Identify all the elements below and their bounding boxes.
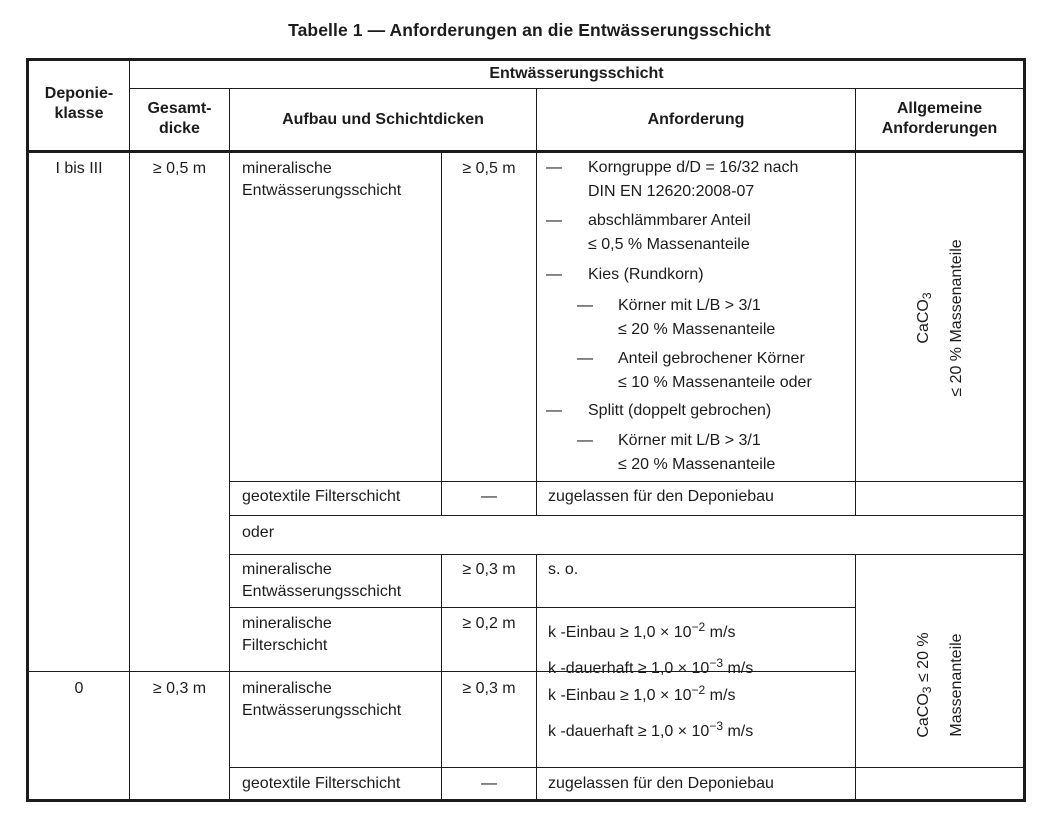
layer-name-line2: Entwässerungsschicht: [242, 583, 402, 600]
row-rule-class0-filter-top: [229, 767, 1026, 768]
header-gesamtdicke-line2: dicke: [159, 120, 200, 137]
header-gesamtdicke: [130, 99, 229, 139]
allgemeine-line1: CaCO$_3$ ≤ 20 %: [915, 632, 934, 738]
filter-dicke-0: —: [481, 775, 497, 792]
header-group-rule: [129, 88, 1026, 89]
allgemeine-anforderung-caco3-2: [909, 575, 969, 795]
klasse-cell-0: 0: [74, 680, 84, 697]
requirement-line: ≤ 20 % Massenanteile: [618, 456, 776, 473]
k-dauerhaft-value: k -dauerhaft ≥ $1,0 \times 10^{-3}$ m/s: [548, 719, 754, 740]
gesamtdicke-cell-0: ≥ 0,3 m: [152, 680, 207, 697]
layer-name-line1: mineralische: [242, 680, 332, 697]
table-border-top: [26, 58, 1026, 61]
col-rule-2: [229, 88, 230, 802]
layer-name-line1: mineralische: [242, 561, 332, 578]
requirement-line: Kies (Rundkorn): [588, 266, 704, 283]
layer-name-line2: Entwässerungsschicht: [242, 702, 402, 719]
layer-anforderung-3: [548, 612, 753, 684]
allgemeine-line1: CaCO$_3$: [915, 292, 934, 344]
layer-name-line1: mineralische: [242, 615, 332, 632]
filter-anforderung-1: zugelassen für den Deponiebau: [548, 488, 774, 505]
header-allgemeine-line2: Anforderungen: [881, 120, 998, 137]
row-rule-filter-top: [229, 481, 1026, 482]
row-rule-layer3-top: [229, 607, 855, 608]
requirement-item-korngruppe: [588, 156, 798, 204]
allgemeine-line2: Massenanteile: [948, 633, 965, 737]
requirement-item-abschlaemmbar: [588, 209, 751, 257]
layer-dicke-0: ≥ 0,3 m: [462, 680, 516, 697]
dash-marker: —: [577, 297, 593, 314]
dash-marker: —: [577, 350, 593, 367]
layer-dicke-2: ≥ 0,3 m: [462, 561, 516, 578]
layer-anforderung-2: s. o.: [548, 561, 579, 578]
layer-dicke-3: ≥ 0,2 m: [462, 615, 516, 632]
dash-marker: —: [546, 212, 562, 229]
row-rule-oder-top: [229, 515, 1026, 516]
header-deponieklasse-line1: Deponie-: [44, 85, 114, 102]
col-rule-4a: [536, 88, 537, 515]
layer-name-line2: Entwässerungsschicht: [242, 182, 402, 199]
layer-anforderung-0: [548, 675, 753, 747]
requirement-line: Korngruppe d/D = 16/32 nach: [588, 159, 799, 176]
layer-name-mineral-entw-1: [242, 158, 401, 202]
requirement-item-splitt: [588, 399, 771, 423]
header-deponieklasse-line2: klasse: [54, 105, 104, 122]
layer-name-mineral-entw-0: [242, 678, 401, 722]
requirement-item-koerner-lb-2: [618, 429, 775, 477]
klasse-cell-1-3: I bis III: [55, 160, 103, 177]
header-bottom-rule: [26, 150, 1026, 153]
requirement-line: Anteil gebrochener Körner: [618, 350, 805, 367]
requirement-line: abschlämmbarer Anteil: [588, 212, 751, 229]
dash-marker: —: [577, 432, 593, 449]
dash-marker: —: [546, 402, 562, 419]
requirement-line: ≤ 20 % Massenanteile: [618, 321, 776, 338]
layer-dicke-1: ≥ 0,5 m: [462, 160, 516, 177]
header-deponieklasse: [29, 84, 129, 124]
header-gesamtdicke-line1: Gesamt-: [147, 100, 212, 117]
requirement-line: Körner mit L/B > 3/1: [618, 432, 761, 449]
filter-name-0: geotextile Filterschicht: [242, 775, 401, 792]
allgemeine-anforderung-caco3-1: [909, 178, 969, 458]
filter-dicke-1: —: [481, 488, 497, 505]
filter-anforderung-0: zugelassen für den Deponiebau: [548, 775, 774, 792]
requirement-item-gebrochene-koerner: [618, 347, 812, 395]
dash-marker: —: [546, 266, 562, 283]
layer-name-mineral-filter: [242, 613, 332, 657]
oder-label: oder: [242, 524, 275, 541]
requirement-line: ≤ 0,5 % Massenanteile: [588, 236, 750, 253]
dash-marker: —: [546, 159, 562, 176]
k-einbau-value: k -Einbau ≥ $1,0 \times 10^{-2}$ m/s: [548, 683, 736, 704]
header-allgemeine-line1: Allgemeine: [896, 100, 983, 117]
gesamtdicke-cell-1-3: ≥ 0,5 m: [152, 160, 207, 177]
col-rule-3a: [441, 150, 442, 515]
requirement-item-kies: [588, 263, 704, 287]
header-anforderung: Anforderung: [647, 111, 745, 128]
col-rule-5b: [855, 554, 856, 802]
col-rule-5a: [855, 88, 856, 515]
requirements-table: [26, 58, 1026, 802]
row-rule-oder-bottom: [229, 554, 1026, 555]
requirement-line: DIN EN 12620:2008-07: [588, 183, 755, 200]
header-aufbau: Aufbau und Schichtdicken: [282, 111, 484, 128]
requirement-line: Körner mit L/B > 3/1: [618, 297, 761, 314]
table-border-bottom: [26, 799, 1026, 802]
k-dauerhaft-value: k -dauerhaft ≥ $1,0 \times 10^{-3}$ m/s: [548, 656, 754, 677]
allgemeine-line2: ≤ 20 % Massenanteile: [948, 239, 965, 397]
filter-name-1: geotextile Filterschicht: [242, 488, 401, 505]
layer-name-line2: Filterschicht: [242, 637, 328, 654]
layer-name-mineral-entw-2: [242, 559, 401, 603]
k-einbau-value: k -Einbau ≥ $1,0 \times 10^{-2}$ m/s: [548, 620, 736, 641]
header-group-entwaesserung: Entwässerungsschicht: [489, 65, 664, 82]
requirement-item-koerner-lb-1: [618, 294, 775, 342]
header-allgemeine-anforderungen: [856, 99, 1023, 139]
requirement-line: Splitt (doppelt gebrochen): [588, 402, 772, 419]
requirement-line: ≤ 10 % Massenanteile oder: [618, 374, 812, 391]
table-caption: Tabelle 1 — Anforderungen an die Entwässerungsschicht: [288, 20, 771, 40]
col-rule-4b: [536, 554, 537, 802]
table-border-right: [1023, 58, 1026, 802]
layer-name-line1: mineralische: [242, 160, 332, 177]
